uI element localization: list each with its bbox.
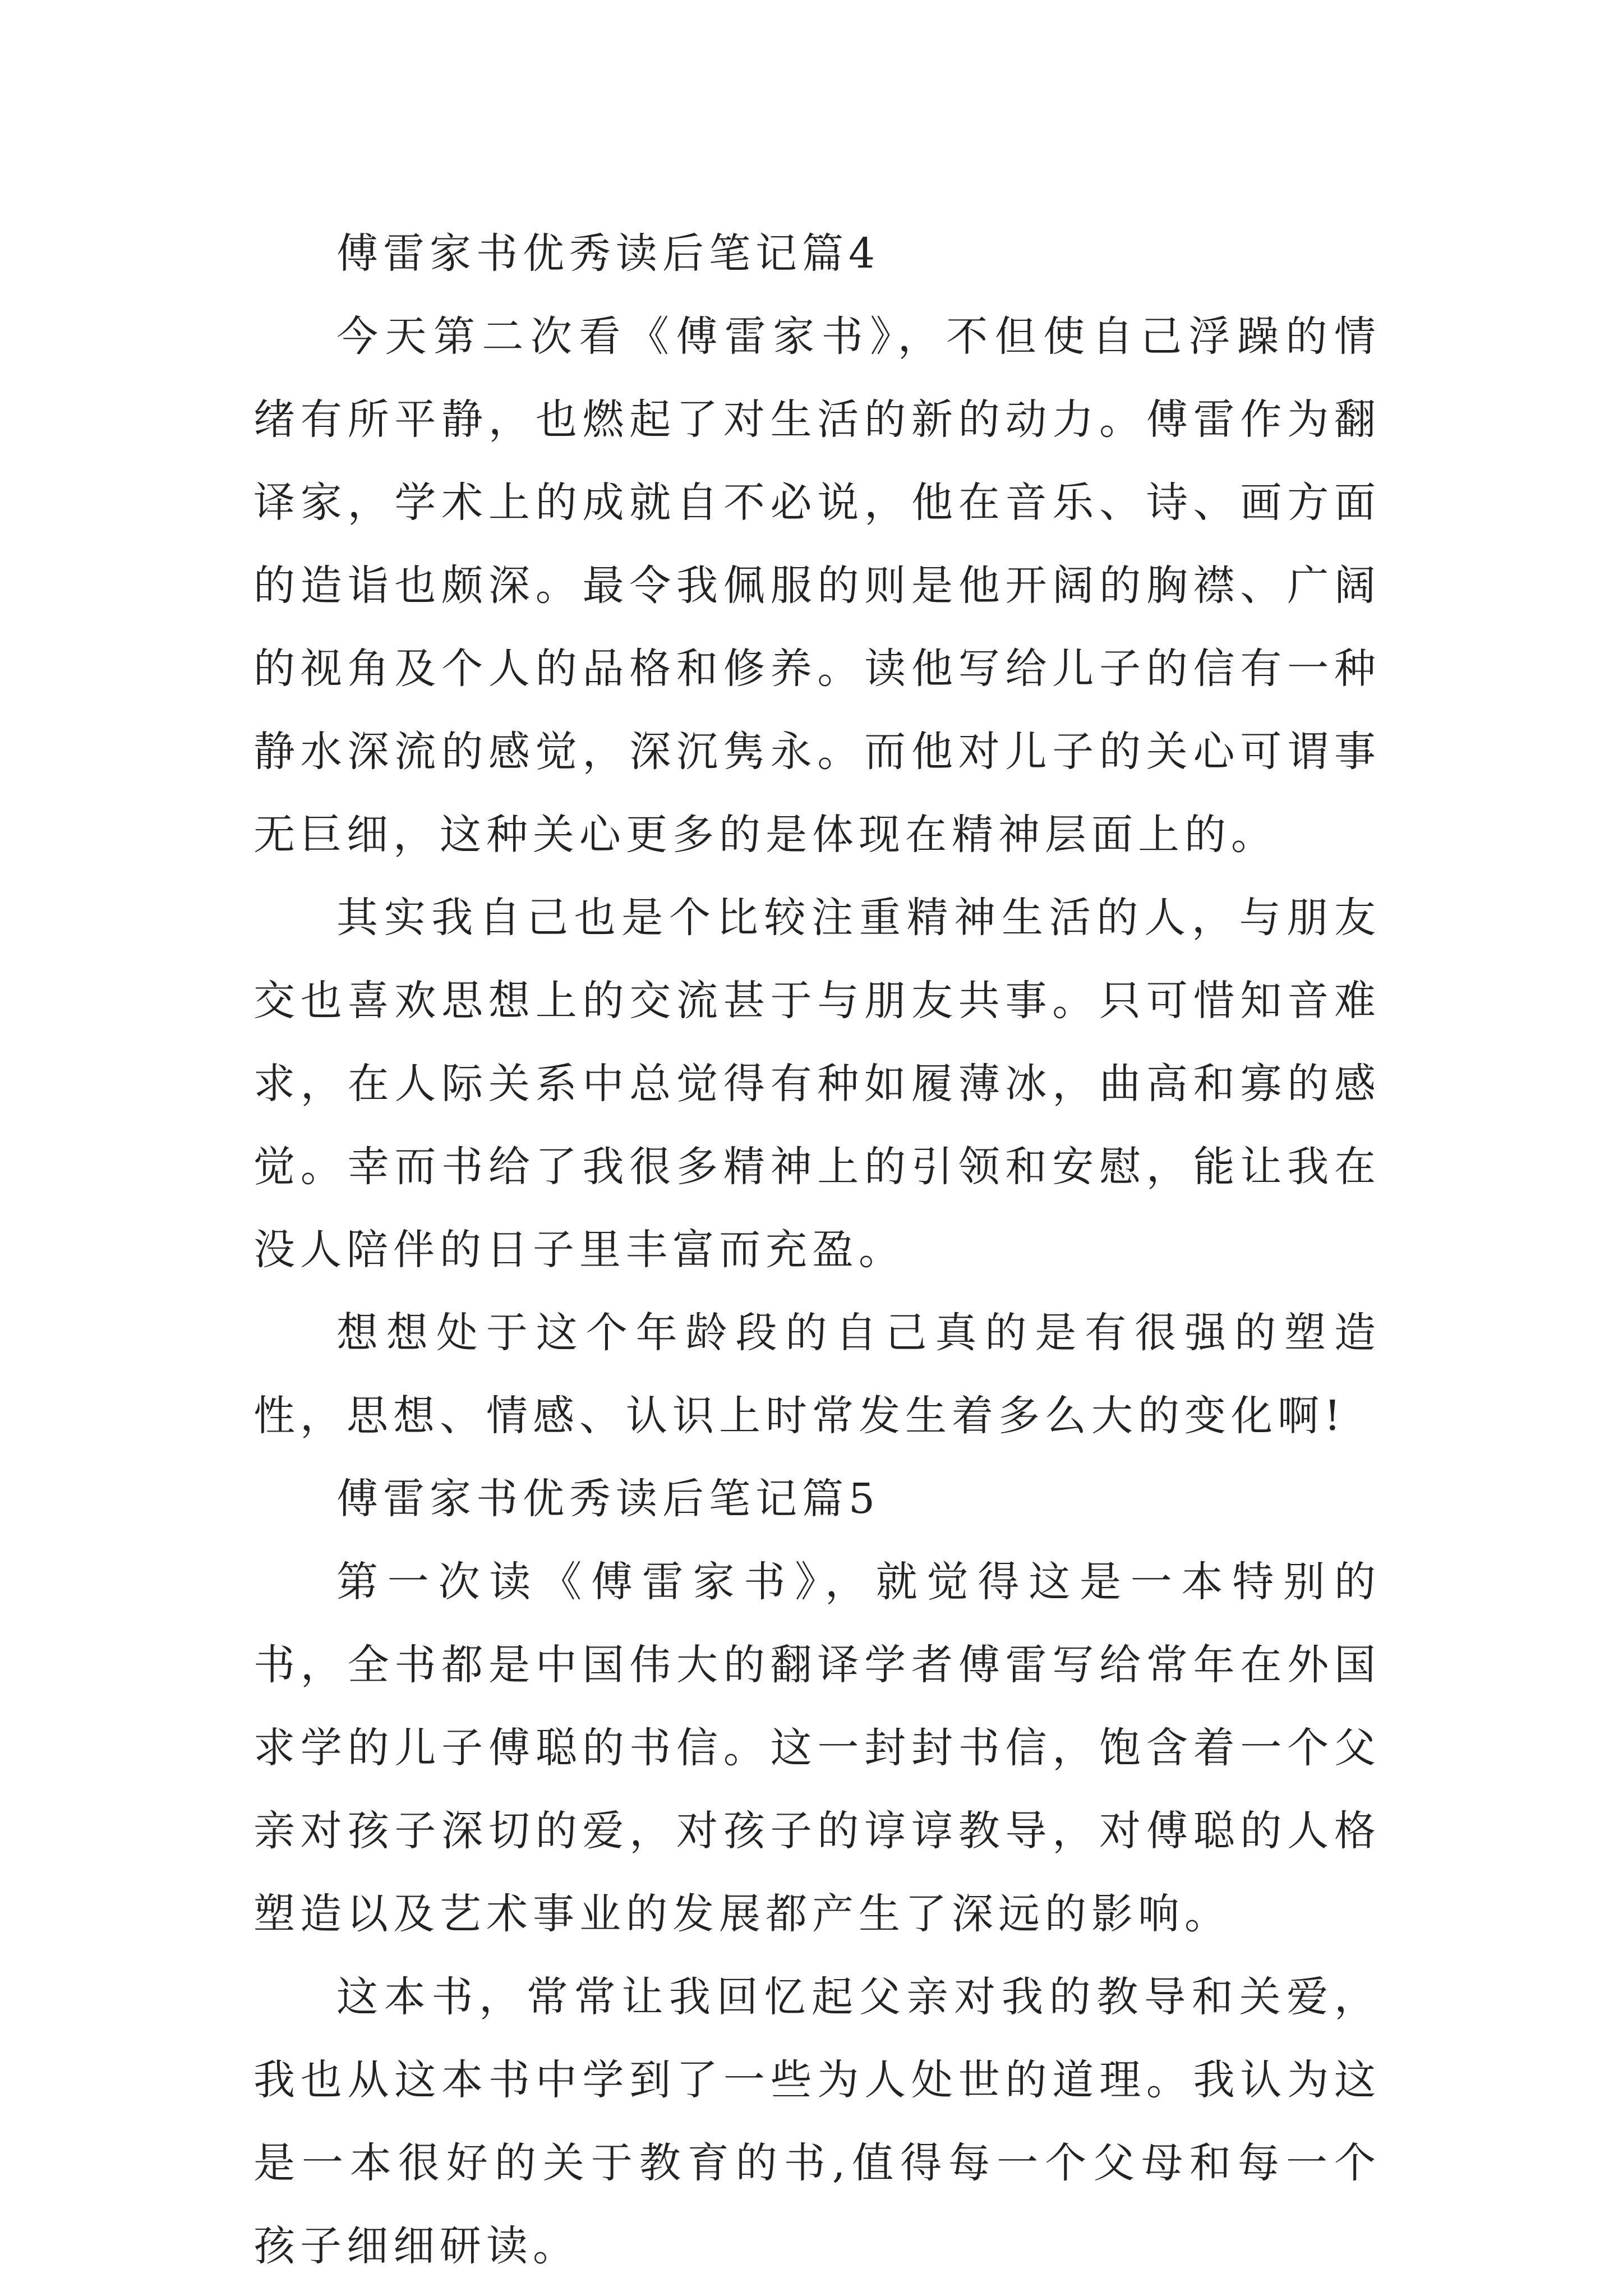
section-heading: 傅雷家书优秀读后笔记篇4 bbox=[336, 229, 880, 278]
paragraph: 第一次读《傅雷家书》，就觉得这是一本特别的书，全书都是中国伟大的翻译学者傅雷写给常年在外国求学的儿子傅聪的书信。这一封封书信，饱含着一个父亲对孩子深切的爱，对孩子的谆谆教导，对傅聪的人格塑造以及艺术事业的发展都产生了深远的影响。 bbox=[253, 1558, 1381, 1938]
paragraph: 想想处于这个年龄段的自己真的是有很强的塑造性，思想、情感、认识上时常发生着多么大的变化啊! bbox=[253, 1309, 1381, 1440]
paragraph: 其实我自己也是个比较注重精神生活的人，与朋友交也喜欢思想上的交流甚于与朋友共事。只可惜知音难求，在人际关系中总觉得有种如履薄冰，曲高和寡的感觉。幸而书给了我很多精神上的引领和安慰，能让我在没人陪伴的日子里丰富而充盈。 bbox=[253, 894, 1381, 1274]
section-heading: 傅雷家书优秀读后笔记篇5 bbox=[336, 1475, 880, 1523]
paragraph: 这本书，常常让我回忆起父亲对我的教导和关爱，我也从这本书中学到了一些为人处世的道理。我认为这是一本很好的关于教育的书,值得每一个父母和每一个孩子细细研读。 bbox=[253, 1973, 1381, 2270]
paragraph: 今天第二次看《傅雷家书》，不但使自己浮躁的情绪有所平静，也燃起了对生活的新的动力。傅雷作为翻译家，学术上的成就自不必说，他在音乐、诗、画方面的造诣也颇深。最令我佩服的则是他开阔的胸襟、广阔的视角及个人的品格和修养。读他写给儿子的信有一种静水深流的感觉，深沉隽永。而他对儿子的关心可谓事无巨细，这种关心更多的是体现在精神层面上的。 bbox=[253, 312, 1381, 859]
document-body bbox=[253, 212, 1381, 2288]
